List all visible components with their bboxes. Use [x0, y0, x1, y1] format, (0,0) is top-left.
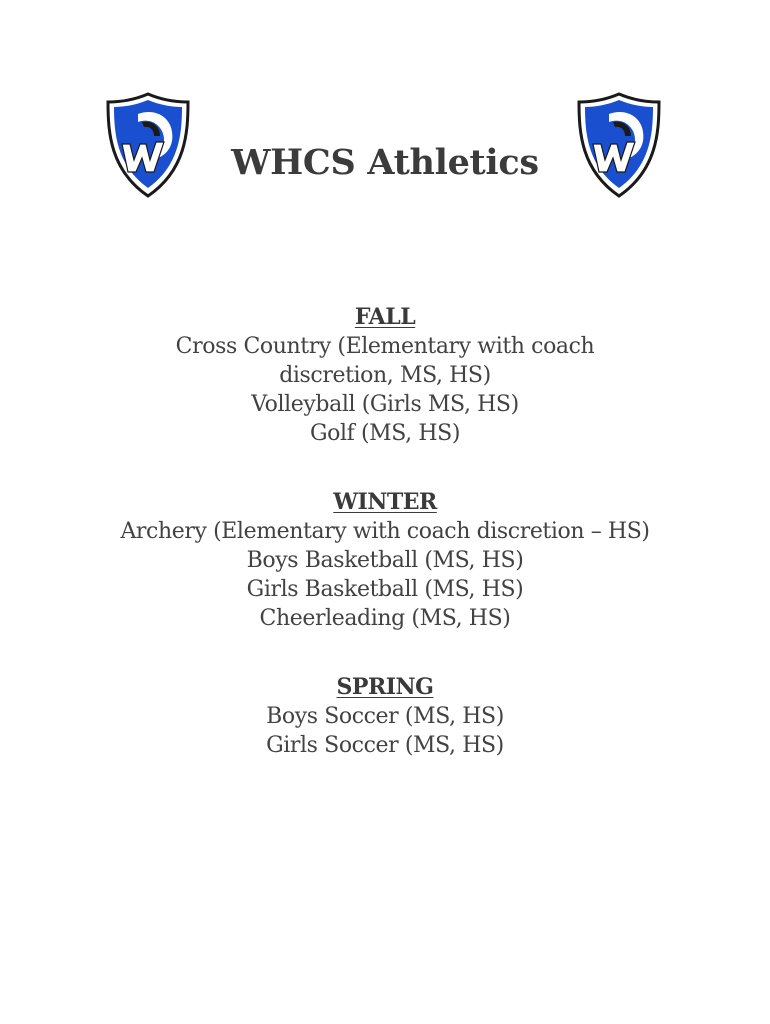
season-heading: SPRING — [336, 674, 434, 700]
page-title: WHCS Athletics — [231, 142, 539, 183]
season-heading: FALL — [354, 304, 416, 330]
sport-list — [0, 332, 770, 448]
sport-list — [0, 702, 770, 760]
season-heading: WINTER — [333, 489, 437, 515]
sport-item: Boys Basketball (MS, HS) — [246, 548, 524, 573]
sport-item: Volleyball (Girls MS, HS) — [251, 392, 519, 417]
season-spring — [0, 673, 770, 760]
sport-item: Boys Soccer (MS, HS) — [266, 704, 504, 729]
sport-item: Cross Country (Elementary with coach discretion, MS, HS) — [175, 334, 595, 388]
spartan-shield-icon — [575, 92, 663, 198]
season-winter — [0, 488, 770, 633]
sport-item: Golf (MS, HS) — [309, 421, 460, 446]
season-sections — [0, 303, 770, 800]
season-fall — [0, 303, 770, 448]
sport-list — [0, 517, 770, 633]
sport-item: Girls Basketball (MS, HS) — [246, 577, 524, 602]
school-shield-logo-right — [575, 92, 663, 198]
sport-item: Cheerleading (MS, HS) — [259, 606, 511, 631]
sport-item: Girls Soccer (MS, HS) — [266, 733, 504, 758]
sport-item: Archery (Elementary with coach discretion – HS) — [120, 519, 650, 544]
